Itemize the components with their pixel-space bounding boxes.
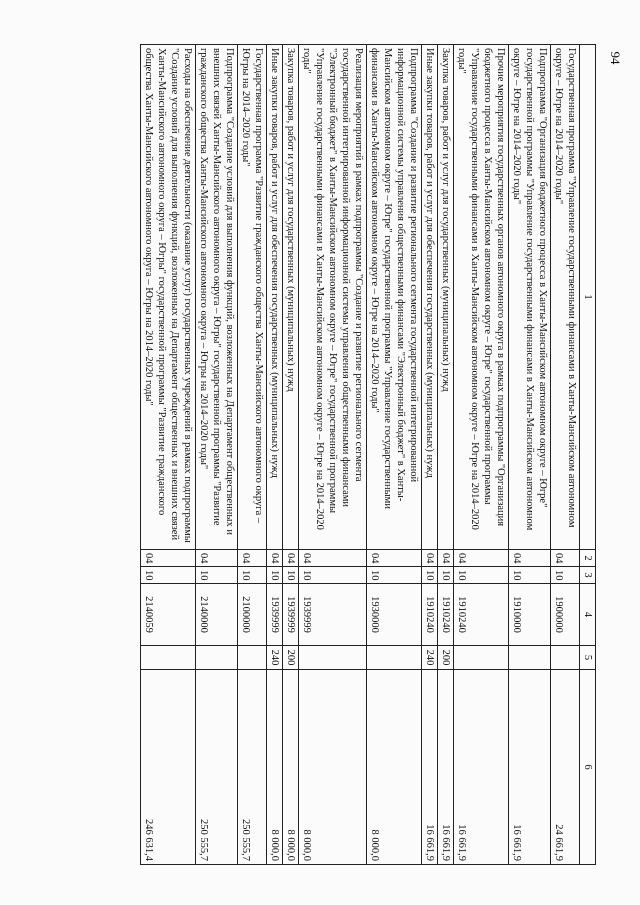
table-row — [551, 45, 580, 865]
row-section: 04 — [283, 550, 299, 567]
row-subsection: 10 — [551, 567, 580, 584]
row-amount: 24 661,9 — [551, 670, 580, 865]
row-subsection: 10 — [283, 567, 299, 584]
row-target-code: 1900000 — [551, 584, 580, 646]
row-subsection: 10 — [454, 567, 509, 584]
row-expense-type — [238, 646, 267, 670]
header-col-4: 4 — [580, 584, 596, 646]
row-expense-type: 240 — [422, 646, 438, 670]
row-subsection: 10 — [299, 567, 367, 584]
row-target-code: 1939999 — [283, 584, 299, 646]
row-name: Расходы на обеспечение деятельности (оказание услуг) государственных учреждений в рамках подпрограммы "Создание условий для выполнения функций, возложенных на Департамент общественных и внешних связей Ханты-Мансийского автономного округа – Югры" государственной программы "Развитие гражданского общества Ханты-Мансийского автономного округа – Югры на 2014–2020 годы" — [141, 45, 196, 550]
row-amount: 16 661,9 — [454, 670, 509, 865]
row-section: 04 — [551, 550, 580, 567]
header-col-3: 3 — [580, 567, 596, 584]
row-name: Иные закупки товаров, работ и услуг для обеспечения государственных (муниципальных) нужд — [422, 45, 438, 550]
row-section: 04 — [438, 550, 454, 567]
row-expense-type — [551, 646, 580, 670]
budget-table — [140, 44, 596, 865]
table-row — [196, 45, 238, 865]
row-target-code: 1939999 — [267, 584, 283, 646]
row-section: 04 — [141, 550, 196, 567]
row-name: Подпрограмма "Организация бюджетного процесса в Ханты-Мансийском автономном округе – Югре" государственной программы "Управление государственными финансами в Ханты-Мансийском автономном округе – Югре на 2014–2020 годы" — [509, 45, 551, 550]
row-name: Подпрограмма "Создание условий для выполнения функций, возложенных на Департамент общественных и внешних связей Ханты-Мансийского автономного округа – Югры" государственной программы "Развитие гражданского общества Ханты-Мансийского автономного округа – Югры на 2014–2020 годы" — [196, 45, 238, 550]
row-expense-type: 200 — [438, 646, 454, 670]
row-section: 04 — [238, 550, 267, 567]
row-expense-type — [454, 646, 509, 670]
header-col-2: 2 — [580, 550, 596, 567]
row-subsection: 10 — [196, 567, 238, 584]
row-amount: 8 000,0 — [283, 670, 299, 865]
table-header-row — [580, 45, 596, 865]
header-col-5: 5 — [580, 646, 596, 670]
row-target-code: 1939999 — [299, 584, 367, 646]
row-section: 04 — [196, 550, 238, 567]
row-expense-type — [196, 646, 238, 670]
row-subsection: 10 — [367, 567, 422, 584]
row-subsection: 10 — [438, 567, 454, 584]
table-row — [141, 45, 196, 865]
row-name: Закупка товаров, работ и услуг для государственных (муниципальных) нужд — [438, 45, 454, 550]
table-row — [299, 45, 367, 865]
row-name: Государственная программа "Управление государственными финансами в Ханты-Мансийском автономном округе – Югре на 2014–2020 годы" — [551, 45, 580, 550]
row-name: Подпрограмма "Создание и развитие регионального сегмента государственной интегрированной информационной системы управления общественными финансами "Электронный бюджет" в Ханты-Мансийском автономном округе – Югре" государственной программы "Управление государственными финансами в Ханты-Мансийском автономном округе – Югре на 2014–2020 годы" — [367, 45, 422, 550]
row-amount: 250 555,7 — [196, 670, 238, 865]
row-target-code: 1910240 — [422, 584, 438, 646]
row-name: Иные закупки товаров, работ и услуг для обеспечения государственных (муниципальных) нужд — [267, 45, 283, 550]
table-row — [367, 45, 422, 865]
row-target-code: 2140059 — [141, 584, 196, 646]
row-amount: 16 661,9 — [422, 670, 438, 865]
row-subsection: 10 — [509, 567, 551, 584]
row-name: Закупка товаров, работ и услуг для государственных (муниципальных) нужд — [283, 45, 299, 550]
row-name: Государственная программа "Развитие гражданского общества Ханты-Мансийского автономного округа – Югры на 2014–2020 годы" — [238, 45, 267, 550]
row-subsection: 10 — [267, 567, 283, 584]
row-amount: 8 000,0 — [367, 670, 422, 865]
header-col-1: 1 — [580, 45, 596, 550]
table-row — [267, 45, 283, 865]
table-row — [283, 45, 299, 865]
row-expense-type: 200 — [283, 646, 299, 670]
row-subsection: 10 — [422, 567, 438, 584]
row-name: Реализация мероприятий в рамках подпрограммы "Создание и развитие регионального сегмента государственной интегрированной информационной системы управления общественными финансами "Электронный бюджет" в Ханты-Мансийском автономном округе – Югре" государственной программы "Управление государственными финансами в Ханты-Мансийском автономном округе – Югре на 2014–2020 годы" — [299, 45, 367, 550]
table-row — [438, 45, 454, 865]
table-row — [509, 45, 551, 865]
row-amount: 250 555,7 — [238, 670, 267, 865]
row-target-code: 1910240 — [438, 584, 454, 646]
row-section: 04 — [454, 550, 509, 567]
table-row — [238, 45, 267, 865]
budget-table-rotated — [76, 44, 596, 864]
row-section: 04 — [509, 550, 551, 567]
row-section: 04 — [299, 550, 367, 567]
row-expense-type — [299, 646, 367, 670]
row-amount: 8 000,0 — [299, 670, 367, 865]
row-name: Прочие мероприятия государственных органов автономного округа в рамках подпрограммы "Организация бюджетного процесса в Ханты-Мансийском автономном округе – Югре" государственной программы "Управление государственными финансами в Ханты-Мансийском автономном округе – Югре на 2014–2020 годы" — [454, 45, 509, 550]
row-expense-type — [367, 646, 422, 670]
row-section: 04 — [422, 550, 438, 567]
row-amount: 16 661,9 — [509, 670, 551, 865]
page-number: 94 — [608, 51, 623, 65]
row-target-code: 2140000 — [196, 584, 238, 646]
row-target-code: 1910000 — [509, 584, 551, 646]
row-amount: 8 000,0 — [267, 670, 283, 865]
header-col-6: 6 — [580, 670, 596, 865]
row-target-code: 1910240 — [454, 584, 509, 646]
row-target-code: 2100000 — [238, 584, 267, 646]
row-expense-type — [141, 646, 196, 670]
row-expense-type: 240 — [267, 646, 283, 670]
table-row — [454, 45, 509, 865]
row-section: 04 — [267, 550, 283, 567]
row-section: 04 — [367, 550, 422, 567]
row-target-code: 1930000 — [367, 584, 422, 646]
row-amount: 16 661,9 — [438, 670, 454, 865]
row-expense-type — [509, 646, 551, 670]
table-row — [422, 45, 438, 865]
row-subsection: 10 — [141, 567, 196, 584]
row-subsection: 10 — [238, 567, 267, 584]
row-amount: 246 631,4 — [141, 670, 196, 865]
